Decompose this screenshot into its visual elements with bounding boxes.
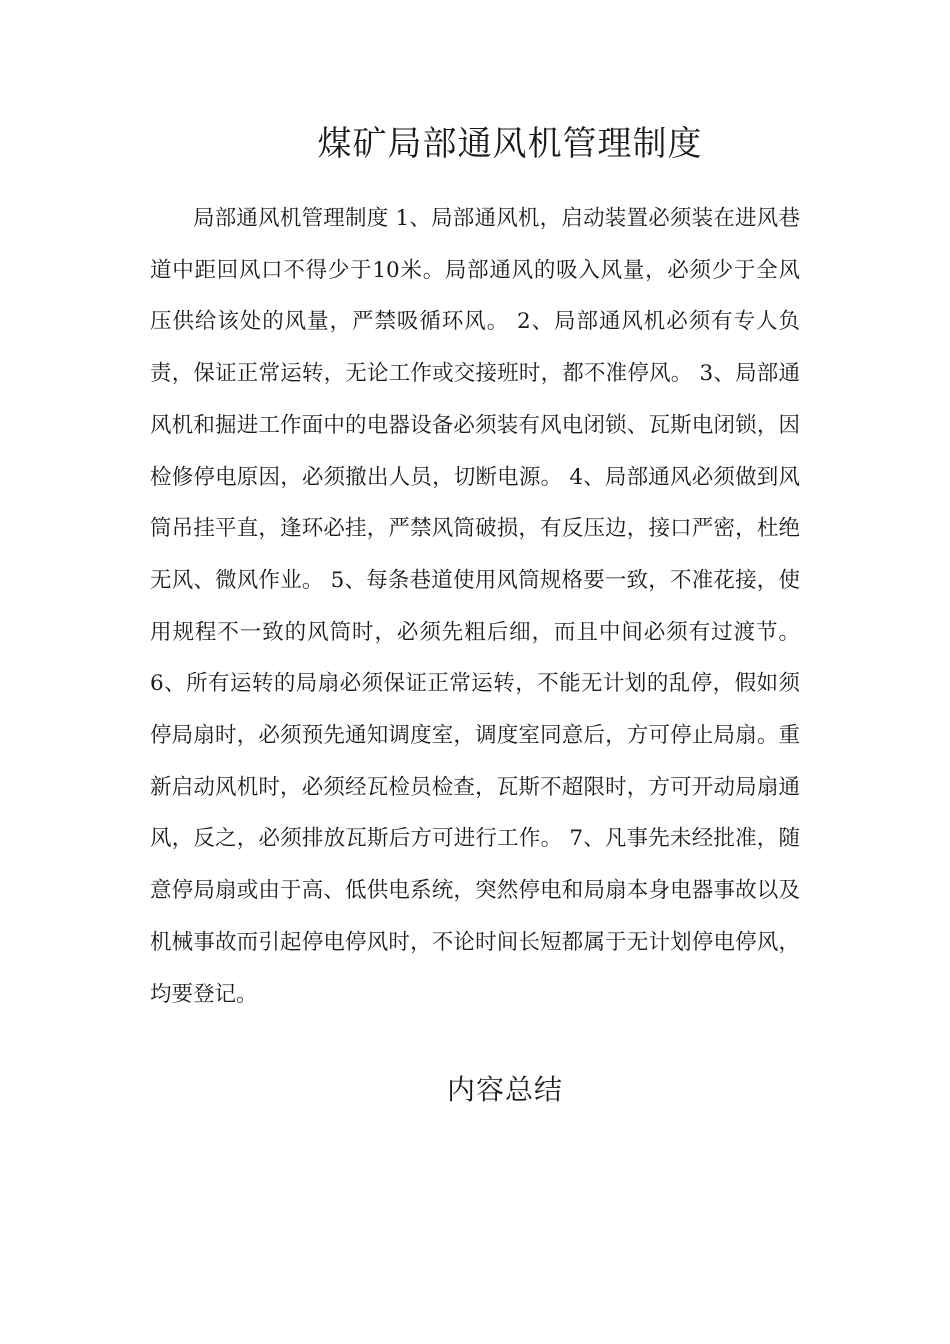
document-body: 局部通风机管理制度 1、局部通风机，启动装置必须装在进风巷道中距回风口不得少于10米。局部通风的吸入风量，必须少于全风压供给该处的风量，严禁吸循环风。 2、局部通风机必须有专人负责，保证正常运转，无论工作或交接班时，都不准停风。 3、局部通风机和掘进工作面中的电器设备必须装有风电闭锁、瓦斯电闭锁，因检修停电原因，必须撤出人员，切断电源。 4、局部通风必须做到风筒吊挂平直，逢环必挂，严禁风筒破损，有反压边，接口严密，杜绝无风、微风作业。 5、每条巷道使用风筒规格要一致，不准花接，使用规程不一致的风筒时，必须先粗后细，而且中间必须有过渡节。 6、所有运转的局扇必须保证正常运转，不能无计划的乱停，假如须停局扇时，必须预先通知调度室，调度室同意后，方可停止局扇。重新启动风机时，必须经瓦检员检查，瓦斯不超限时，方可开动局扇通风，反之，必须排放瓦斯后方可进行工作。 7、凡事先未经批准，随意停局扇或由于高、低供电系统，突然停电和局扇本身电器事故以及机械事故而引起停电停风时，不论时间长短都属于无计划停电停风，均要登记。 xyxy=(150,206,800,1007)
section-heading-summary: 内容总结 xyxy=(446,1073,563,1106)
document-title: 煤矿局部通风机管理制度 xyxy=(317,124,703,164)
